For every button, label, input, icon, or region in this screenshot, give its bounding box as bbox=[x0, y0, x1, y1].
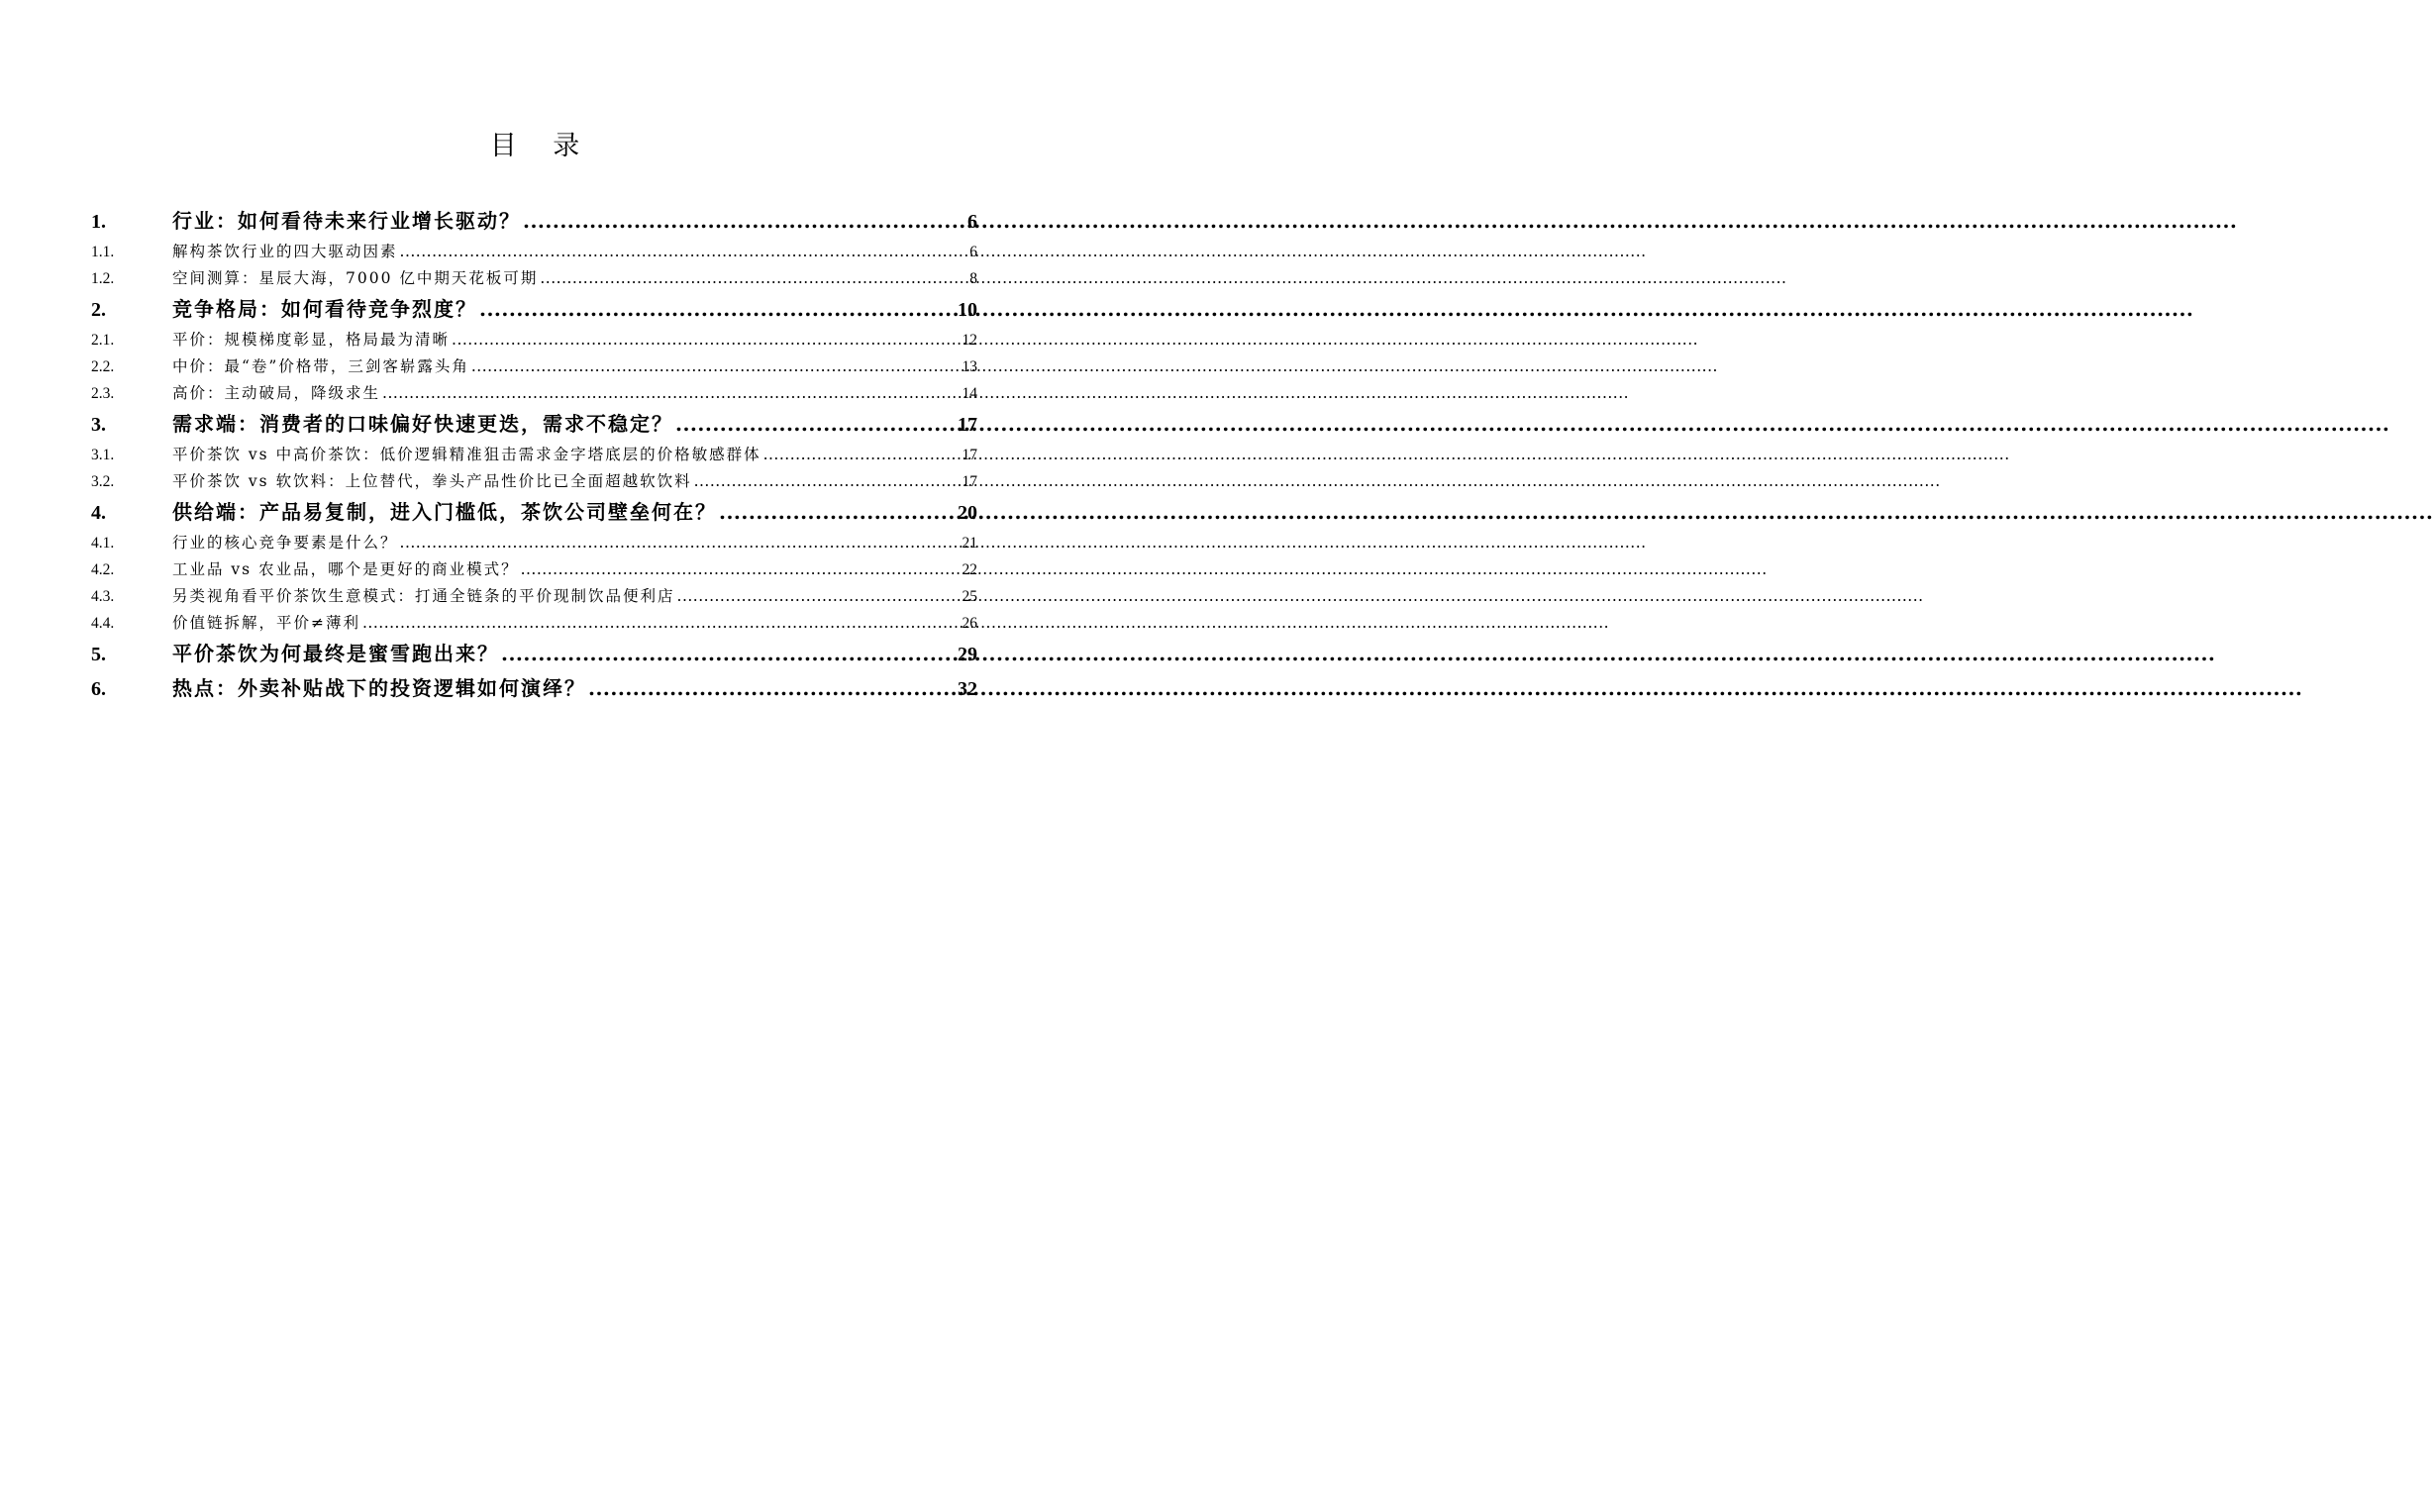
toc-page-number: 32 bbox=[958, 678, 977, 700]
toc-dot-leader bbox=[479, 292, 956, 327]
toc-dot-leader bbox=[694, 468, 961, 495]
toc-entry-number: 4.3. bbox=[91, 588, 115, 605]
toc-entry-number: 6. bbox=[91, 678, 106, 700]
toc-entry-number: 4.4. bbox=[91, 615, 115, 632]
toc-page-number: 22 bbox=[962, 561, 977, 578]
toc-subsection-entry[interactable] bbox=[91, 583, 977, 610]
toc-section-entry[interactable] bbox=[91, 407, 977, 442]
toc-entry-title: 行业的核心竞争要素是什么？ bbox=[172, 534, 398, 552]
toc-entry-title: 热点：外卖补贴战下的投资逻辑如何演绎？ bbox=[172, 676, 586, 700]
toc-dot-leader bbox=[362, 610, 961, 637]
toc-entry-title: 平价茶饮 vs 中高价茶饮：低价逻辑精准狙击需求金字塔底层的价格敏感群体 bbox=[172, 446, 761, 463]
toc-section-entry[interactable] bbox=[91, 671, 977, 706]
toc-entry-number: 5. bbox=[91, 644, 106, 665]
toc-dot-leader bbox=[452, 327, 960, 353]
toc-dot-leader bbox=[719, 495, 956, 530]
toc-dot-leader bbox=[471, 353, 961, 380]
toc-entry-number: 2.1. bbox=[91, 332, 115, 349]
toc-entry-number: 4. bbox=[91, 502, 106, 524]
toc-page-number: 29 bbox=[958, 644, 977, 665]
toc-subsection-entry[interactable] bbox=[91, 610, 977, 637]
toc-section-entry[interactable] bbox=[91, 204, 977, 239]
toc-entry-title: 行业：如何看待未来行业增长驱动？ bbox=[172, 209, 521, 233]
toc-page-number: 8 bbox=[969, 270, 977, 287]
page-title: 目 录 bbox=[489, 131, 594, 161]
toc-page-number: 17 bbox=[962, 447, 977, 463]
toc-entry-number: 3. bbox=[91, 414, 106, 436]
toc-entry-number: 3.1. bbox=[91, 447, 115, 463]
toc-page-number: 13 bbox=[962, 358, 977, 375]
toc-page-number: 25 bbox=[962, 588, 977, 605]
toc-entry-title: 工业品 vs 农业品，哪个是更好的商业模式？ bbox=[172, 560, 519, 578]
toc-subsection-entry[interactable] bbox=[91, 327, 977, 353]
toc-entry-title: 平价茶饮 vs 软饮料：上位替代，拳头产品性价比已全面超越软饮料 bbox=[172, 472, 692, 490]
toc-entry-title: 中价：最“卷”价格带，三剑客崭露头角 bbox=[172, 357, 469, 375]
toc-dot-leader bbox=[523, 204, 965, 239]
toc-subsection-entry[interactable] bbox=[91, 442, 977, 468]
toc-dot-leader bbox=[763, 442, 961, 468]
toc-page-number: 10 bbox=[958, 299, 977, 321]
toc-page-number: 12 bbox=[962, 332, 977, 349]
toc-page-number: 6 bbox=[969, 244, 977, 260]
toc-entry-number: 4.2. bbox=[91, 561, 115, 578]
toc-dot-leader bbox=[588, 671, 956, 706]
toc-page-number: 21 bbox=[962, 535, 977, 552]
toc-dot-leader bbox=[540, 265, 967, 292]
toc-dot-leader bbox=[400, 239, 968, 265]
toc-entry-number: 2. bbox=[91, 299, 106, 321]
toc-entry-title: 空间测算：星辰大海，7000 亿中期天花板可期 bbox=[172, 269, 539, 287]
toc-subsection-entry[interactable] bbox=[91, 353, 977, 380]
toc-subsection-entry[interactable] bbox=[91, 530, 977, 556]
toc-entry-number: 3.2. bbox=[91, 473, 115, 490]
toc-dot-leader bbox=[677, 583, 961, 610]
toc-dot-leader bbox=[521, 556, 961, 583]
toc-entry-number: 1.1. bbox=[91, 244, 115, 260]
toc-page-number: 17 bbox=[962, 473, 977, 490]
toc-dot-leader bbox=[501, 637, 956, 671]
toc-dot-leader bbox=[400, 530, 961, 556]
toc-entry-title: 另类视角看平价茶饮生意模式：打通全链条的平价现制饮品便利店 bbox=[172, 587, 675, 605]
toc-entry-title: 解构茶饮行业的四大驱动因素 bbox=[172, 243, 398, 260]
toc-subsection-entry[interactable] bbox=[91, 556, 977, 583]
toc-entry-title: 竞争格局：如何看待竞争烈度？ bbox=[172, 297, 477, 321]
toc-dot-leader bbox=[382, 380, 960, 407]
toc-subsection-entry[interactable] bbox=[91, 468, 977, 495]
toc-subsection-entry[interactable] bbox=[91, 380, 977, 407]
toc-entry-number: 1. bbox=[91, 211, 106, 233]
toc-entry-title: 需求端：消费者的口味偏好快速更迭，需求不稳定？ bbox=[172, 412, 673, 436]
toc-section-entry[interactable] bbox=[91, 637, 977, 671]
toc-subsection-entry[interactable] bbox=[91, 265, 977, 292]
toc-subsection-entry[interactable] bbox=[91, 239, 977, 265]
toc-page-number: 26 bbox=[962, 615, 977, 632]
toc-entry-number: 2.3. bbox=[91, 385, 115, 402]
toc-entry-title: 价值链拆解，平价≠薄利 bbox=[172, 614, 360, 632]
toc-entry-title: 平价：规模梯度彰显，格局最为清晰 bbox=[172, 331, 451, 349]
toc-entry-title: 高价：主动破局，降级求生 bbox=[172, 384, 381, 402]
toc-page-number: 6 bbox=[967, 211, 977, 233]
toc-page-number: 17 bbox=[958, 414, 977, 436]
toc-entry-number: 1.2. bbox=[91, 270, 115, 287]
toc-section-entry[interactable] bbox=[91, 495, 977, 530]
toc-entry-number: 2.2. bbox=[91, 358, 115, 375]
toc-page-number: 20 bbox=[958, 502, 977, 524]
toc-entry-number: 4.1. bbox=[91, 535, 115, 552]
toc-section-entry[interactable] bbox=[91, 292, 977, 327]
table-of-contents bbox=[91, 204, 977, 706]
toc-dot-leader bbox=[675, 407, 956, 442]
toc-entry-title: 供给端：产品易复制，进入门槛低，茶饮公司壁垒何在？ bbox=[172, 500, 717, 524]
toc-entry-title: 平价茶饮为何最终是蜜雪跑出来？ bbox=[172, 642, 499, 665]
toc-page-number: 14 bbox=[962, 385, 977, 402]
